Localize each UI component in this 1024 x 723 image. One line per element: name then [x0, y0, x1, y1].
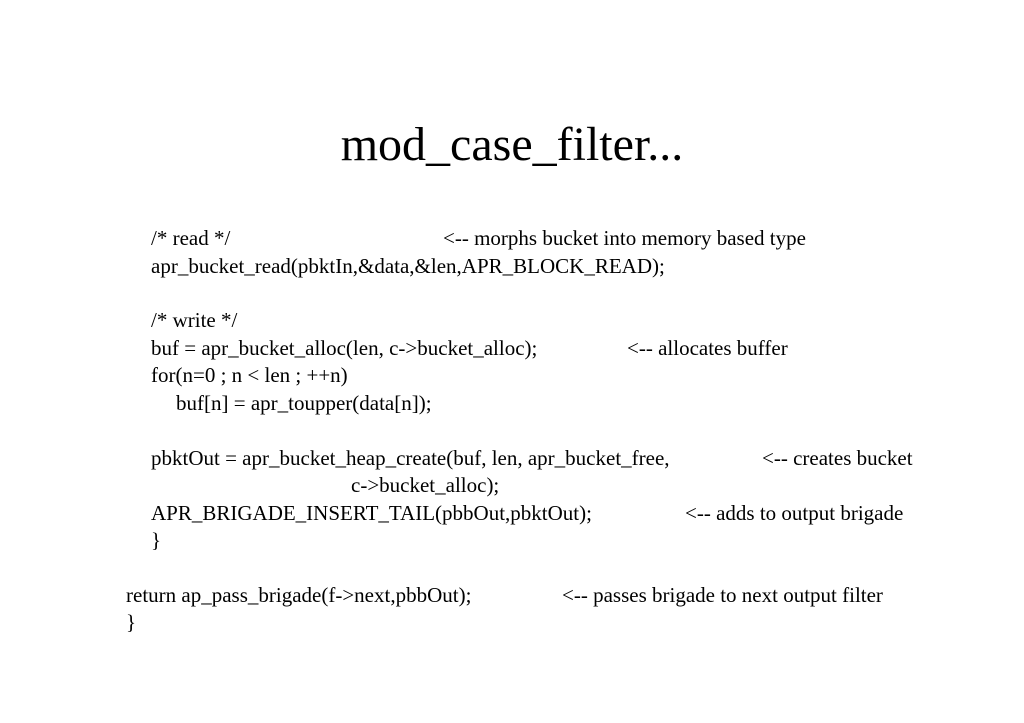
code-bucket-alloc: buf = apr_bucket_alloc(len, c->bucket_alloc);: [151, 336, 538, 360]
code-heap-create: pbktOut = apr_bucket_heap_create(buf, len, apr_bucket_free,: [151, 446, 670, 470]
code-insert-tail: APR_BRIGADE_INSERT_TAIL(pbbOut,pbktOut);: [151, 501, 592, 525]
code-toupper: buf[n] = apr_toupper(data[n]);: [176, 391, 432, 415]
code-bucket-read: apr_bucket_read(pbktIn,&data,&len,APR_BLOCK_READ);: [151, 254, 665, 278]
slide-title: mod_case_filter...: [340, 118, 684, 171]
code-comment-read: /* read */: [151, 226, 231, 250]
code-close-brace-outer: }: [126, 610, 137, 634]
annotation-creates-bucket: <-- creates bucket: [762, 446, 913, 470]
code-comment-write: /* write */: [151, 308, 238, 332]
annotation-passes-brigade: <-- passes brigade to next output filter: [562, 583, 883, 607]
annotation-allocates-buffer: <-- allocates buffer: [627, 336, 788, 360]
code-close-brace-inner: }: [151, 528, 162, 552]
code-return-pass-brigade: return ap_pass_brigade(f->next,pbbOut);: [126, 583, 472, 607]
code-heap-create-cont: c->bucket_alloc);: [351, 473, 500, 497]
annotation-morphs-bucket: <-- morphs bucket into memory based type: [443, 226, 806, 250]
annotation-adds-to-brigade: <-- adds to output brigade: [685, 501, 904, 525]
code-for-loop: for(n=0 ; n < len ; ++n): [151, 363, 348, 387]
